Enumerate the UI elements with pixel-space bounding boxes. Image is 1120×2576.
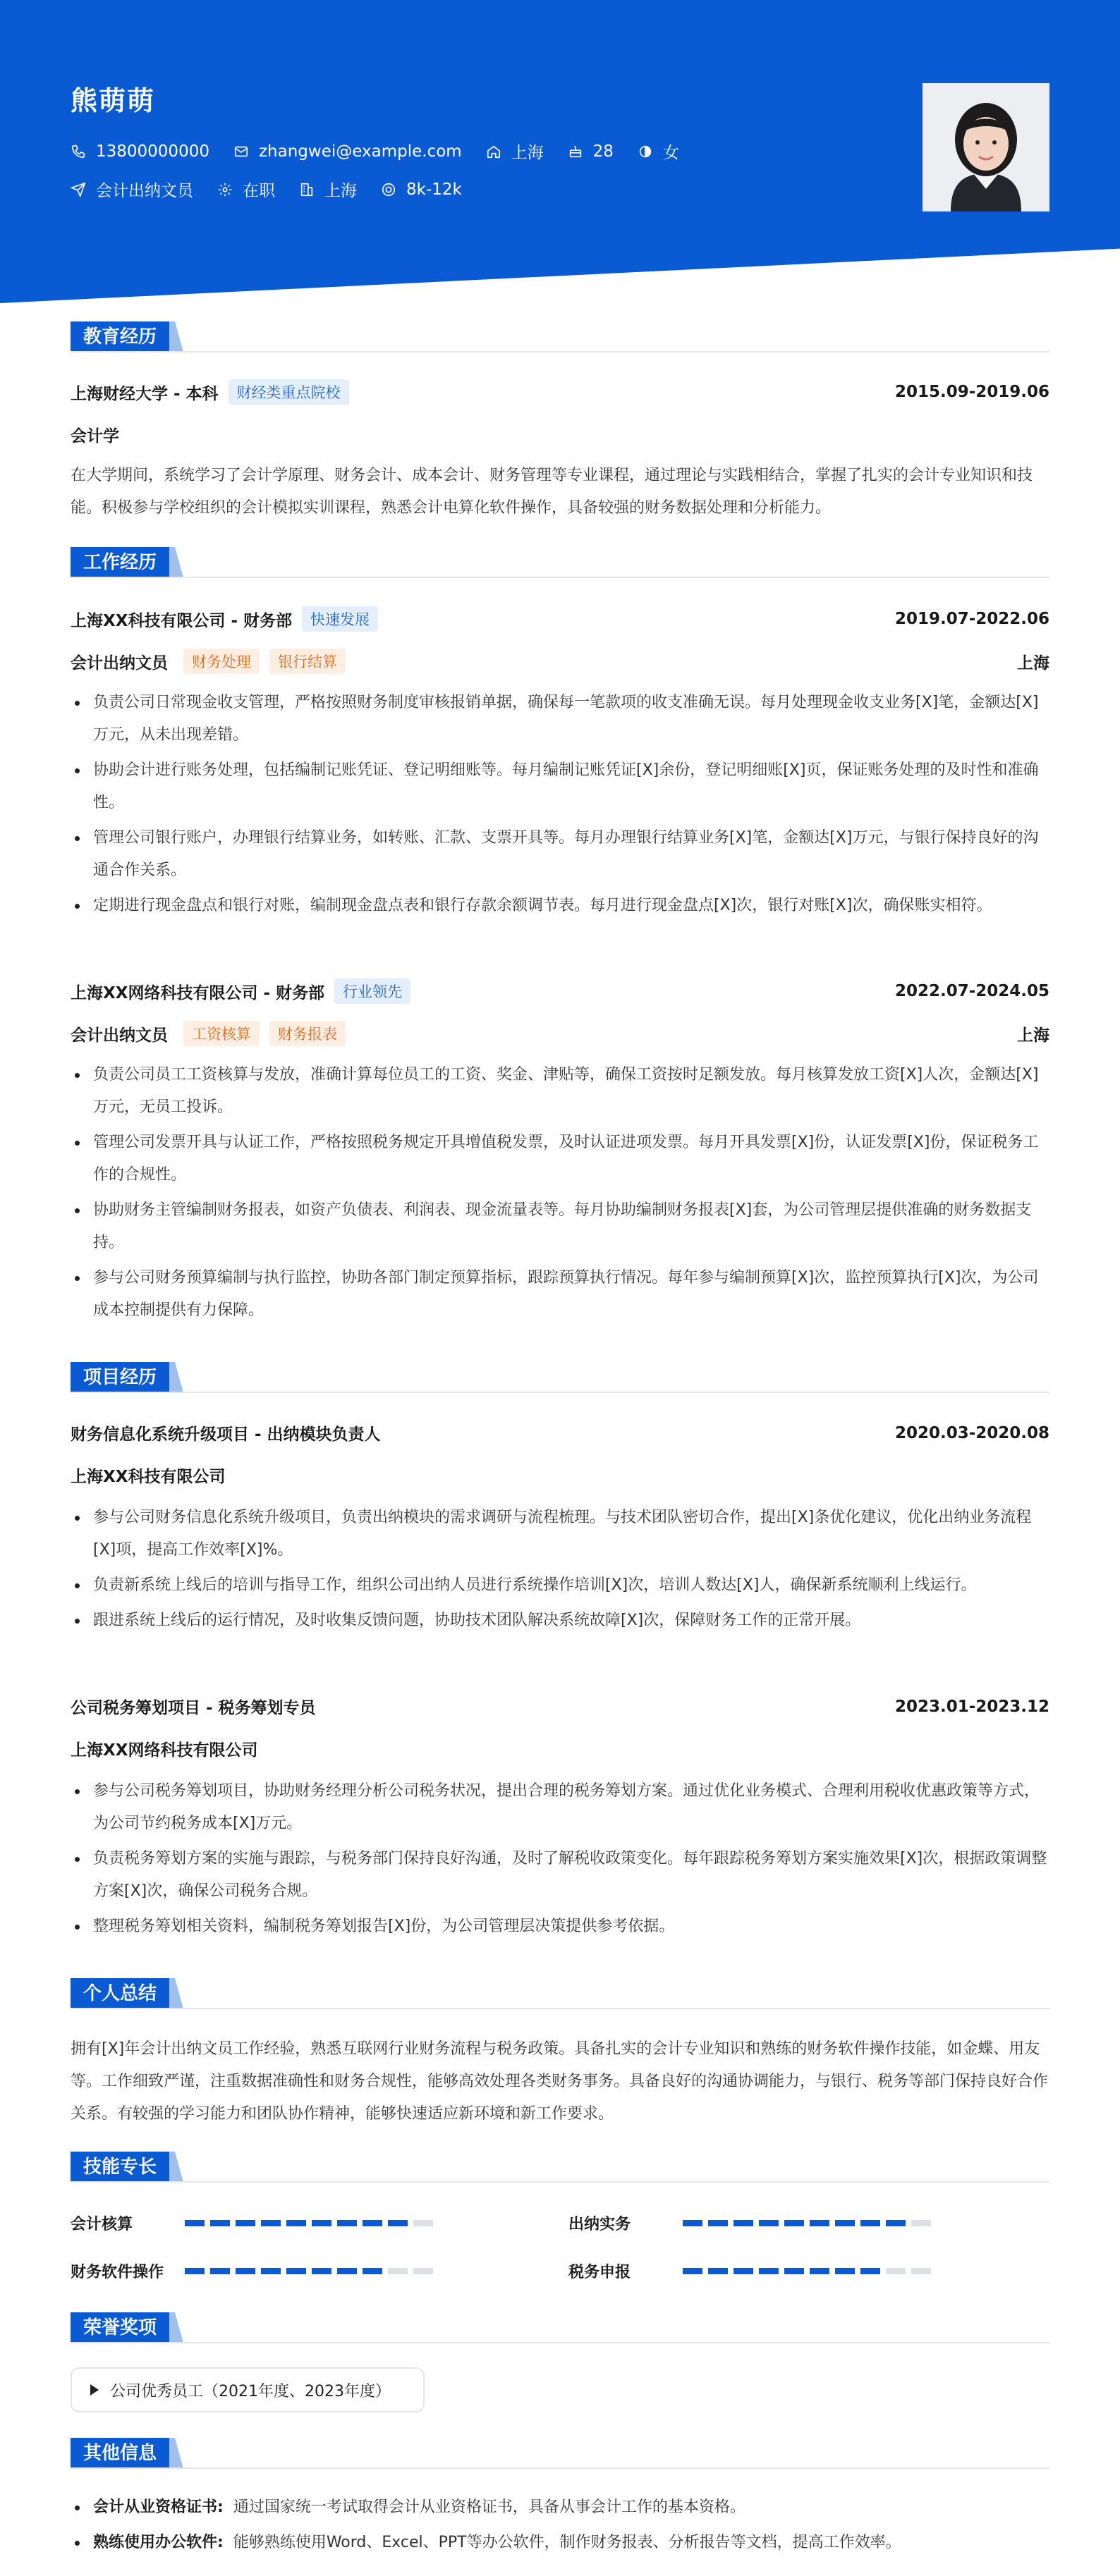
work-city: 上海 xyxy=(1017,654,1049,673)
project-header xyxy=(71,1695,1049,1718)
skill-level-segment xyxy=(236,2268,255,2274)
other-label: 会计从业资格证书: xyxy=(93,2498,224,2516)
major: 会计学 xyxy=(71,427,119,446)
skill-level-segment xyxy=(886,2268,906,2274)
skill-level-segment xyxy=(286,2268,306,2274)
position-info xyxy=(71,178,193,201)
section-honors xyxy=(71,2312,1049,2343)
phone-icon xyxy=(71,144,86,159)
work-city-info xyxy=(299,178,357,201)
expand-arrow-icon[interactable] xyxy=(90,2384,99,2396)
skill-level-segment xyxy=(261,2220,281,2226)
project-duties-list xyxy=(71,1502,1049,1640)
skill-tag: 银行结算 xyxy=(269,649,346,674)
skill-level-segment xyxy=(886,2220,906,2226)
project-company-row xyxy=(71,1464,1049,1487)
birthday-icon xyxy=(568,144,583,159)
work-duties-list xyxy=(71,1059,1049,1330)
section-honors-title: 荣誉奖项 xyxy=(71,2312,169,2343)
company-name: 上海XX科技有限公司 - 财务部 xyxy=(71,611,293,630)
skill-name: 税务申报 xyxy=(568,2264,631,2281)
section-other xyxy=(71,2438,1049,2469)
skill-level-segment xyxy=(337,2268,357,2274)
age-info xyxy=(568,142,614,161)
summary-text: 拥有[X]年会计出纳文员工作经验，熟悉互联网行业财务流程与税务政策。具备扎实的会计专业知识和熟练的财务软件操作技能，如金蝶、用友等。工作细致严谨，注重数据准确性和财务合规性，能够高效处理各类财务事务。具备良好的沟通协调能力，与银行、税务等部门保持良好合作关系。有较强的学习能力和团队协作精神，能够快速适应新环境和新工作要求。 xyxy=(71,2040,1049,2123)
project-header xyxy=(71,1421,1049,1445)
project-date: 2020.03-2020.08 xyxy=(894,1423,1049,1442)
major-row xyxy=(71,423,1049,446)
age-text: 28 xyxy=(592,142,614,161)
list-item xyxy=(71,2491,1049,2524)
gender-info xyxy=(638,140,679,163)
list-item: 协助财务主管编制财务报表，如资产负债表、利润表、现金流量表等。每月协助编制财务报表[X]套，为公司管理层提供准确的财务数据支持。 xyxy=(71,1194,1049,1259)
divider xyxy=(71,2467,1049,2469)
send-icon xyxy=(71,182,86,197)
education-description: 在大学期间，系统学习了会计学原理、财务会计、成本会计、财务管理等专业课程，通过理论与实践相结合，掌握了扎实的会计专业知识和技能。积极参与学校组织的会计模拟实训课程，熟悉会计电算化软件操作，具备较强的财务数据处理和分析能力。 xyxy=(71,467,1033,517)
section-skills-title: 技能专长 xyxy=(71,2152,169,2183)
skill-name: 出纳实务 xyxy=(568,2216,631,2233)
skill-level-segment xyxy=(185,2220,205,2226)
skill-level-segment xyxy=(860,2220,880,2226)
skill-level-segment xyxy=(363,2220,382,2226)
job-role: 会计出纳文员 xyxy=(71,1026,168,1045)
phone-text: 13800000000 xyxy=(96,142,209,161)
skill-level-segment xyxy=(210,2220,230,2226)
other-label: 熟练使用办公软件: xyxy=(93,2534,224,2551)
skill-level-segment xyxy=(835,2220,855,2226)
list-item: 负责公司员工工资核算与发放，准确计算每位员工的工资、奖金、津贴等，确保工资按时足额发放。每月核算发放工资[X]人次，金额达[X]万元，无员工投诉。 xyxy=(71,1059,1049,1124)
skill-name: 会计核算 xyxy=(71,2216,133,2233)
skill-level-segment xyxy=(413,2220,433,2226)
gender-icon xyxy=(638,144,653,159)
divider xyxy=(71,2342,1049,2343)
section-work-title: 工作经历 xyxy=(71,547,169,578)
skill-level-segment xyxy=(784,2268,804,2274)
skill-level-segment xyxy=(835,2268,855,2274)
status-text: 在职 xyxy=(243,182,275,200)
project-company: 上海XX科技有限公司 xyxy=(71,1468,226,1486)
salary-text: 8k-12k xyxy=(406,180,462,199)
company-name: 上海XX网络科技有限公司 - 财务部 xyxy=(71,983,325,1002)
section-education xyxy=(71,321,1049,352)
list-item: 定期进行现金盘点和银行对账，编制现金盘点表和银行存款余额调节表。每月进行现金盘点[X]次，银行对账[X]次，确保账实相符。 xyxy=(71,890,1049,922)
project-company: 上海XX网络科技有限公司 xyxy=(71,1741,258,1760)
work-date: 2022.07-2024.05 xyxy=(894,982,1049,1000)
work-date: 2019.07-2022.06 xyxy=(894,610,1049,628)
project-company-row xyxy=(71,1737,1049,1760)
section-education-title: 教育经历 xyxy=(71,321,169,352)
skill-item xyxy=(568,2212,937,2234)
skill-level-segment xyxy=(236,2220,255,2226)
list-item: 负责公司日常现金收支管理，严格按照财务制度审核报销单据，确保每一笔款项的收支准确无误。每月处理现金收支业务[X]笔，金额达[X]万元，从未出现差错。 xyxy=(71,687,1049,752)
divider xyxy=(71,351,1049,352)
school-tag: 财经类重点院校 xyxy=(229,379,349,405)
skill-level-segment xyxy=(759,2268,779,2274)
skill-item xyxy=(71,2260,439,2282)
list-item: 负责税务筹划方案的实施与跟踪，与税务部门保持良好沟通，及时了解税收政策变化。每年跟踪税务筹划方案实施效果[X]次，根据政策调整方案[X]次，确保公司税务合规。 xyxy=(71,1843,1049,1908)
skill-tag: 财务报表 xyxy=(269,1021,346,1046)
education-date: 2015.09-2019.06 xyxy=(894,383,1049,401)
divider xyxy=(71,1392,1049,1393)
work-role-row xyxy=(71,649,1049,674)
project-title: 财务信息化系统升级项目 - 出纳模块负责人 xyxy=(71,1425,381,1444)
work-duties-list xyxy=(71,687,1049,925)
work-city-text: 上海 xyxy=(324,182,357,200)
school-name: 上海财经大学 - 本科 xyxy=(71,384,219,403)
divider xyxy=(71,2181,1049,2183)
email-info xyxy=(233,142,462,161)
skill-level-segment xyxy=(810,2220,829,2226)
work-header xyxy=(71,979,1049,1004)
list-item: 参与公司财务信息化系统升级项目，负责出纳模块的需求调研与流程梳理。与技术团队密切合作，提出[X]条优化建议，优化出纳业务流程[X]项，提高工作效率[X]%。 xyxy=(71,1502,1049,1566)
section-skills xyxy=(71,2152,1049,2183)
skill-level-bar xyxy=(683,2268,937,2274)
project-title: 公司税务筹划项目 - 税务筹划专员 xyxy=(71,1699,316,1717)
skill-item xyxy=(568,2260,937,2282)
email-text: zhangwei@example.com xyxy=(258,142,462,161)
skill-level-segment xyxy=(210,2268,230,2274)
skill-level-segment xyxy=(261,2268,281,2274)
city-text: 上海 xyxy=(511,144,544,162)
home-icon xyxy=(486,144,501,159)
phone-info xyxy=(71,142,209,161)
skill-level-segment xyxy=(363,2268,382,2274)
work-city: 上海 xyxy=(1017,1026,1049,1045)
list-item: 协助会计进行账务处理，包括编制记账凭证、登记明细账等。每月编制记账凭证[X]余份，登记明细账[X]页，保证账务处理的及时性和准确性。 xyxy=(71,754,1049,819)
candidate-name: 熊萌萌 xyxy=(71,85,156,116)
honor-item[interactable] xyxy=(71,2367,425,2412)
company-tag: 快速发展 xyxy=(302,606,378,632)
skill-item xyxy=(71,2212,439,2234)
skill-level-bar xyxy=(683,2220,937,2226)
status-info xyxy=(217,178,275,201)
skill-level-segment xyxy=(860,2268,880,2274)
section-work xyxy=(71,547,1049,578)
section-project-title: 项目经历 xyxy=(71,1362,169,1393)
skill-level-segment xyxy=(286,2220,306,2226)
project-date: 2023.01-2023.12 xyxy=(894,1697,1049,1716)
contact-row xyxy=(71,140,703,163)
avatar xyxy=(923,83,1049,211)
skill-level-segment xyxy=(708,2268,728,2274)
job-intent-row xyxy=(71,178,486,201)
list-item: 负责新系统上线后的培训与指导工作，组织公司出纳人员进行系统操作培训[X]次，培训人数达[X]人，确保新系统顺利上线运行。 xyxy=(71,1569,1049,1602)
money-icon xyxy=(381,182,396,197)
other-text: 能够熟练使用Word、Excel、PPT等办公软件，制作财务报表、分析报告等文档，提高工作效率。 xyxy=(233,2534,901,2551)
section-summary-title: 个人总结 xyxy=(71,1978,169,2009)
skill-level-segment xyxy=(911,2268,931,2274)
position-text: 会计出纳文员 xyxy=(96,182,193,200)
list-item: 跟进系统上线后的运行情况，及时收集反馈问题，协助技术团队解决系统故障[X]次，保障财务工作的正常开展。 xyxy=(71,1605,1049,1637)
mail-icon xyxy=(233,144,249,159)
list-item xyxy=(71,2527,1049,2559)
gear-icon xyxy=(217,182,233,197)
skill-level-segment xyxy=(734,2220,753,2226)
other-text: 通过国家统一考试取得会计从业资格证书，具备从事会计工作的基本资格。 xyxy=(233,2498,745,2516)
work-header xyxy=(71,606,1049,632)
skill-level-segment xyxy=(683,2268,702,2274)
section-project xyxy=(71,1362,1049,1393)
other-info-list xyxy=(71,2491,1049,2562)
skill-level-segment xyxy=(413,2268,433,2274)
company-tag: 行业领先 xyxy=(334,979,410,1004)
divider xyxy=(71,577,1049,578)
skill-name: 财务软件操作 xyxy=(71,2264,164,2281)
work-role-row xyxy=(71,1021,1049,1046)
city-info xyxy=(486,140,544,163)
list-item: 参与公司财务预算编制与执行监控，协助各部门制定预算指标，跟踪预算执行情况。每年参与编制预算[X]次，监控预算执行[X]次，为公司成本控制提供有力保障。 xyxy=(71,1262,1049,1327)
skill-level-segment xyxy=(185,2268,205,2274)
honor-text: 公司优秀员工（2021年度、2023年度） xyxy=(110,2382,391,2400)
job-role: 会计出纳文员 xyxy=(71,654,168,673)
skill-level-segment xyxy=(734,2268,753,2274)
section-summary xyxy=(71,1978,1049,2009)
list-item: 参与公司税务筹划项目，协助财务经理分析公司税务状况，提出合理的税务筹划方案。通过优化业务模式、合理利用税收优惠政策等方式，为公司节约税务成本[X]万元。 xyxy=(71,1775,1049,1840)
skill-level-segment xyxy=(810,2268,829,2274)
divider xyxy=(71,2008,1049,2009)
skill-level-segment xyxy=(388,2220,408,2226)
building-icon xyxy=(299,182,315,197)
skill-level-segment xyxy=(388,2268,408,2274)
list-item: 管理公司发票开具与认证工作，严格按照税务规定开具增值税发票，及时认证进项发票。每月开具发票[X]份，认证发票[X]份，保证税务工作的合规性。 xyxy=(71,1127,1049,1191)
gender-text: 女 xyxy=(662,144,679,162)
skill-tag: 财务处理 xyxy=(183,649,260,674)
education-header xyxy=(71,379,1049,405)
skill-level-segment xyxy=(312,2220,331,2226)
skill-tag: 工资核算 xyxy=(183,1021,260,1046)
list-item: 管理公司银行账户，办理银行结算业务，如转账、汇款、支票开具等。每月办理银行结算业务[X]笔，金额达[X]万元，与银行保持良好的沟通合作关系。 xyxy=(71,822,1049,887)
skill-level-bar xyxy=(185,2268,439,2274)
skill-level-segment xyxy=(708,2220,728,2226)
skill-level-segment xyxy=(784,2220,804,2226)
skill-level-segment xyxy=(683,2220,702,2226)
salary-info xyxy=(381,180,462,199)
section-other-title: 其他信息 xyxy=(71,2438,169,2469)
list-item: 整理税务筹划相关资料，编制税务筹划报告[X]份，为公司管理层决策提供参考依据。 xyxy=(71,1910,1049,1943)
project-duties-list xyxy=(71,1775,1049,1946)
skill-level-segment xyxy=(759,2220,779,2226)
skill-level-segment xyxy=(337,2220,357,2226)
skill-level-bar xyxy=(185,2220,439,2226)
skill-level-segment xyxy=(312,2268,331,2274)
skill-level-segment xyxy=(911,2220,931,2226)
